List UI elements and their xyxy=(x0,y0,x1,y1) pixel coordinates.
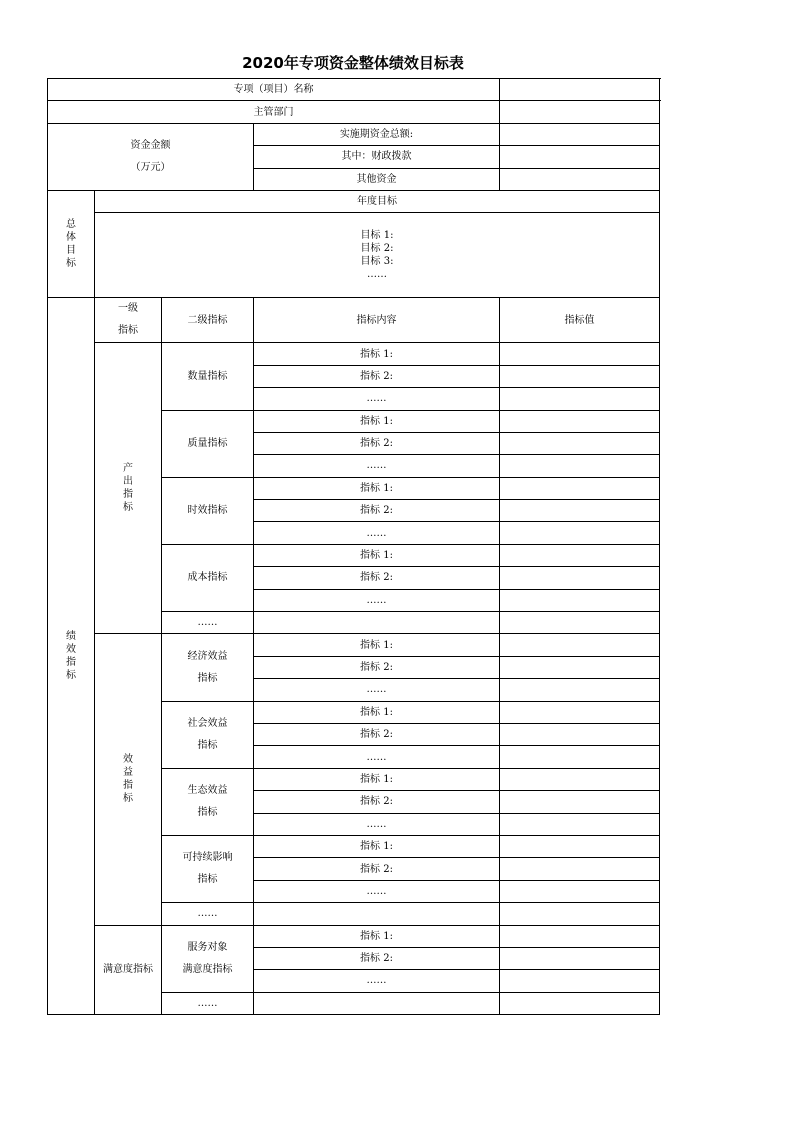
indicator-value-cell[interactable] xyxy=(500,791,660,813)
benefit-char: 效 xyxy=(123,754,133,766)
level1-header-line: 指标 xyxy=(118,325,138,337)
indicator-content-cell[interactable] xyxy=(254,612,500,634)
project-name-label: 专项（项目）名称 xyxy=(48,79,500,101)
indicator-content-cell[interactable] xyxy=(254,992,500,1014)
indicator-content-cell[interactable] xyxy=(254,903,500,925)
perf-indicator-label xyxy=(48,298,95,1015)
indicator-value-cell[interactable] xyxy=(500,925,660,947)
economic-indicator-label xyxy=(162,634,254,701)
benefit-more-label: …… xyxy=(162,903,254,925)
dept-label: 主管部门 xyxy=(48,101,500,123)
indicator-content-cell[interactable]: 指标 2: xyxy=(254,723,500,745)
annual-goal-content[interactable] xyxy=(95,213,660,298)
content-header: 指标内容 xyxy=(254,298,500,343)
fund-other-field[interactable] xyxy=(500,168,660,190)
indicator-value-cell[interactable] xyxy=(500,992,660,1014)
indicator-value-cell[interactable] xyxy=(500,858,660,880)
indicator-value-cell[interactable] xyxy=(500,768,660,790)
output-char: 出 xyxy=(123,476,133,488)
indicator-value-cell[interactable] xyxy=(500,500,660,522)
output-more-label: …… xyxy=(162,612,254,634)
performance-target-table xyxy=(47,78,660,1015)
indicator-value-cell[interactable] xyxy=(500,388,660,410)
quality-indicator-label: 质量指标 xyxy=(162,410,254,477)
overall-goal-label xyxy=(48,190,95,297)
output-char: 产 xyxy=(123,463,133,475)
indicator-value-cell[interactable] xyxy=(500,522,660,544)
service-satisfaction-label xyxy=(162,925,254,992)
perf-char: 标 xyxy=(66,670,76,682)
overall-char: 目 xyxy=(66,245,76,257)
indicator-content-cell[interactable]: …… xyxy=(254,880,500,902)
indicator-value-cell[interactable] xyxy=(500,634,660,656)
indicator-content-cell[interactable]: …… xyxy=(254,522,500,544)
perf-char: 绩 xyxy=(66,631,76,643)
benefit-char: 标 xyxy=(123,793,133,805)
indicator-value-cell[interactable] xyxy=(500,589,660,611)
indicator-content-cell[interactable]: 指标 2: xyxy=(254,567,500,589)
quantity-indicator-label: 数量指标 xyxy=(162,343,254,410)
indicator-content-cell[interactable]: …… xyxy=(254,388,500,410)
goal-3: 目标 3: xyxy=(360,256,394,268)
indicator-content-cell[interactable]: 指标 2: xyxy=(254,432,500,454)
group-line: 可持续影响 xyxy=(182,852,233,864)
indicator-value-cell[interactable] xyxy=(500,880,660,902)
overall-char: 标 xyxy=(66,258,76,270)
indicator-content-cell[interactable]: 指标 1: xyxy=(254,701,500,723)
indicator-content-cell[interactable]: …… xyxy=(254,679,500,701)
indicator-value-cell[interactable] xyxy=(500,544,660,566)
level1-header xyxy=(95,298,162,343)
perf-char: 指 xyxy=(66,657,76,669)
indicator-content-cell[interactable]: …… xyxy=(254,455,500,477)
indicator-value-cell[interactable] xyxy=(500,903,660,925)
sustainability-indicator-label xyxy=(162,835,254,902)
satisfaction-more-label: …… xyxy=(162,992,254,1014)
indicator-value-cell[interactable] xyxy=(500,701,660,723)
indicator-content-cell[interactable]: …… xyxy=(254,813,500,835)
benefit-char: 指 xyxy=(123,780,133,792)
indicator-value-cell[interactable] xyxy=(500,835,660,857)
fund-amount-label xyxy=(48,123,254,190)
indicator-content-cell[interactable]: 指标 2: xyxy=(254,365,500,387)
indicator-content-cell[interactable]: 指标 1: xyxy=(254,544,500,566)
perf-char: 效 xyxy=(66,644,76,656)
indicator-value-cell[interactable] xyxy=(500,746,660,768)
benefit-indicator-label xyxy=(95,634,162,925)
indicator-value-cell[interactable] xyxy=(500,947,660,969)
indicator-content-cell[interactable]: …… xyxy=(254,970,500,992)
fund-unit: （万元） xyxy=(130,161,171,173)
value-header: 指标值 xyxy=(500,298,660,343)
indicator-value-cell[interactable] xyxy=(500,410,660,432)
indicator-content-cell[interactable]: 指标 2: xyxy=(254,858,500,880)
indicator-value-cell[interactable] xyxy=(500,343,660,365)
group-line: 社会效益 xyxy=(187,717,228,729)
indicator-value-cell[interactable] xyxy=(500,656,660,678)
indicator-content-cell[interactable]: 指标 2: xyxy=(254,947,500,969)
indicator-value-cell[interactable] xyxy=(500,477,660,499)
output-char: 标 xyxy=(123,502,133,514)
group-line: 经济效益 xyxy=(187,650,228,662)
dept-field[interactable] xyxy=(500,101,660,123)
group-line: 指标 xyxy=(197,806,218,818)
output-indicator-label xyxy=(95,343,162,634)
fund-fiscal-field[interactable] xyxy=(500,146,660,168)
fund-fiscal-label: 其中：财政拨款 xyxy=(254,146,500,168)
cost-indicator-label: 成本指标 xyxy=(162,544,254,611)
project-name-field[interactable] xyxy=(500,79,660,101)
group-line: 指标 xyxy=(197,672,218,684)
overall-char: 总 xyxy=(66,219,76,231)
group-line: 指标 xyxy=(197,739,218,751)
goal-2: 目标 2: xyxy=(360,243,394,255)
level2-header: 二级指标 xyxy=(162,298,254,343)
group-line: 指标 xyxy=(197,874,218,886)
annual-goal-header: 年度目标 xyxy=(95,190,660,212)
timeliness-indicator-label: 时效指标 xyxy=(162,477,254,544)
indicator-value-cell[interactable] xyxy=(500,365,660,387)
ecological-indicator-label xyxy=(162,768,254,835)
group-line: 满意度指标 xyxy=(182,963,233,975)
fund-other-label: 其他资金 xyxy=(254,168,500,190)
level1-header-line: 一级 xyxy=(118,303,138,315)
indicator-content-cell[interactable]: …… xyxy=(254,746,500,768)
fund-total-label: 实施期资金总额: xyxy=(254,123,500,145)
indicator-content-cell[interactable]: 指标 2: xyxy=(254,656,500,678)
indicator-content-cell[interactable]: 指标 1: xyxy=(254,634,500,656)
indicator-content-cell[interactable]: 指标 2: xyxy=(254,500,500,522)
fund-label: 资金金额 xyxy=(130,139,171,151)
indicator-value-cell[interactable] xyxy=(500,567,660,589)
satisfaction-indicator-label: 满意度指标 xyxy=(95,925,162,1015)
indicator-content-cell[interactable]: 指标 1: xyxy=(254,768,500,790)
indicator-content-cell[interactable]: …… xyxy=(254,589,500,611)
page-title: 2020年专项资金整体绩效目标表 xyxy=(242,54,464,72)
indicator-value-cell[interactable] xyxy=(500,679,660,701)
output-char: 指 xyxy=(123,489,133,501)
indicator-value-cell[interactable] xyxy=(500,723,660,745)
group-line: 服务对象 xyxy=(187,941,228,953)
goal-1: 目标 1: xyxy=(360,230,394,242)
indicator-content-cell[interactable]: 指标 1: xyxy=(254,343,500,365)
overall-char: 体 xyxy=(66,232,76,244)
indicator-content-cell[interactable]: 指标 1: xyxy=(254,410,500,432)
fund-total-field[interactable] xyxy=(500,123,660,145)
indicator-content-cell[interactable]: 指标 2: xyxy=(254,791,500,813)
indicator-content-cell[interactable]: 指标 1: xyxy=(254,835,500,857)
goal-more: …… xyxy=(367,269,387,281)
group-line: 生态效益 xyxy=(187,784,228,796)
indicator-value-cell[interactable] xyxy=(500,970,660,992)
social-indicator-label xyxy=(162,701,254,768)
benefit-char: 益 xyxy=(123,767,133,779)
indicator-value-cell[interactable] xyxy=(500,813,660,835)
indicator-value-cell[interactable] xyxy=(500,432,660,454)
indicator-value-cell[interactable] xyxy=(500,612,660,634)
indicator-content-cell[interactable]: 指标 1: xyxy=(254,477,500,499)
indicator-content-cell[interactable]: 指标 1: xyxy=(254,925,500,947)
indicator-value-cell[interactable] xyxy=(500,455,660,477)
